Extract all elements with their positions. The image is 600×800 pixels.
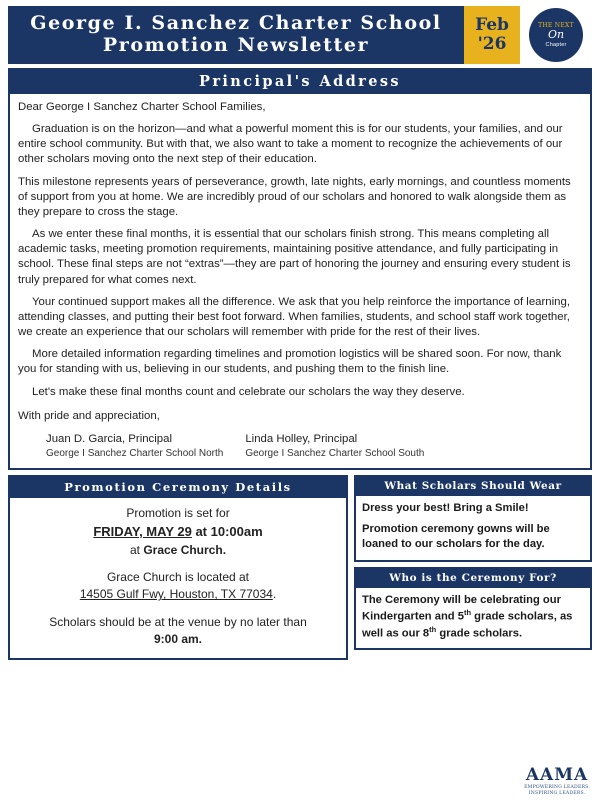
attire-line-2: Promotion ceremony gowns will be loaned to our scholars for the day.	[362, 523, 550, 551]
attire-body	[356, 496, 590, 559]
ceremony-address: 14505 Gulf Fwy, Houston, TX 77034	[79, 587, 273, 602]
ceremony-venue-prefix: at	[129, 542, 140, 557]
principal-address-section	[8, 68, 592, 470]
logo-bottom-text: Chapter	[545, 42, 567, 48]
ceremony-intro: Promotion is set for	[126, 506, 230, 521]
issue-date	[464, 6, 520, 64]
footer-brand	[524, 767, 590, 796]
next-chapter-logo	[520, 6, 592, 64]
ceremony-time: 10:00am	[210, 523, 263, 539]
ceremony-details-panel	[8, 475, 348, 660]
ceremony-arrival-text: Scholars should be at the venue by no later than	[49, 614, 307, 629]
letter-paragraph: Let's make these final months count and celebrate our scholars the way they deserve.	[32, 385, 465, 398]
signature-name: Linda Holley, Principal	[245, 432, 358, 445]
ceremony-address-line	[16, 586, 340, 603]
ceremony-address-period: .	[272, 587, 277, 602]
signature-row	[18, 432, 582, 460]
title-line-2: Promotion Newsletter	[102, 34, 370, 56]
ceremony-details-body	[10, 498, 346, 658]
attire-card	[354, 475, 592, 561]
principal-letter-body	[10, 94, 590, 468]
attire-line-1: Dress your best! Bring a Smile!	[362, 502, 529, 515]
aama-tagline-2: INSPIRING LEADERS.	[528, 791, 586, 796]
issue-month: Feb	[475, 15, 509, 36]
signature-campus: George I Sanchez Charter School South	[245, 447, 425, 459]
audience-text-part-1: The Ceremony will be celebrating our Kindergarten and 5	[362, 593, 561, 623]
ceremony-date-connector: at	[195, 523, 208, 539]
letter-paragraph: Your continued support makes all the difference. We ask that you help reinforce the importance of learning, attending classes, and putting their best foot forward. When families, students, and school staff work together, we create an experience that our scholars will remember with pride for the rest of their lives.	[18, 295, 571, 339]
audience-sup-2: th	[429, 624, 437, 634]
letter-paragraph: This milestone represents years of perseverance, growth, late nights, early mornings, and countless moments of support from you at home. We are incredibly proud of our scholars and honored to walk alongside them as they prepare to cross the stage.	[18, 175, 571, 218]
audience-text	[362, 593, 584, 642]
issue-year: '26	[477, 34, 507, 54]
aama-logo	[524, 767, 590, 796]
logo-middle-text: On	[547, 28, 565, 41]
signature-name: Juan D. Garcia, Principal	[46, 432, 172, 445]
signature-block-north	[46, 432, 223, 460]
audience-body	[356, 588, 590, 649]
ceremony-arrival-time: 9:00 am.	[153, 632, 203, 647]
aama-tagline-1: EMPOWERING LEADERS.	[524, 785, 590, 790]
ceremony-datetime-line	[16, 523, 340, 542]
audience-heading: Who is the Ceremony For?	[356, 569, 590, 588]
newsletter-title	[8, 6, 464, 64]
ceremony-location-intro: Grace Church is located at	[106, 569, 250, 584]
ceremony-venue-line	[16, 542, 340, 559]
principal-address-heading: Principal's Address	[10, 70, 590, 94]
title-line-1: George I. Sanchez Charter School	[30, 12, 442, 35]
audience-sup-1: th	[463, 607, 472, 617]
attire-heading: What Scholars Should Wear	[356, 477, 590, 496]
ceremony-arrival-block	[16, 614, 340, 649]
letter-paragraph: More detailed information regarding timelines and promotion logistics will be shared soon. For now, thank you for standing with us, believing in our students, and pushing them to the finish line.	[18, 348, 562, 376]
masthead	[8, 6, 592, 64]
audience-card	[354, 567, 592, 651]
side-cards	[354, 475, 592, 650]
ceremony-location-block	[16, 569, 340, 604]
ceremony-when-block	[16, 505, 340, 559]
letter-paragraph: Graduation is on the horizon—and what a powerful moment this is for our students, your families, and our entire school community. But with that, we also want to take a moment to recognize the achievements of our other scholars moving onto the next step of their education.	[18, 123, 563, 166]
ceremony-date: FRIDAY, MAY 29	[93, 523, 192, 539]
signature-campus: George I Sanchez Charter School North	[46, 447, 224, 459]
signature-block-south	[245, 432, 424, 460]
letter-closing: With pride and appreciation,	[18, 409, 160, 422]
logo-circle-icon	[529, 8, 583, 62]
ceremony-venue: Grace Church.	[143, 542, 227, 557]
letter-salutation: Dear George I Sanchez Charter School Families,	[18, 101, 266, 113]
audience-text-part-3: grade scholars.	[436, 627, 523, 640]
logo-top-text: THE NEXT	[538, 22, 574, 29]
ceremony-details-heading: Promotion Ceremony Details	[10, 477, 346, 498]
aama-wordmark: AAMA	[525, 765, 589, 785]
bottom-panels	[8, 475, 592, 660]
letter-paragraph: As we enter these final months, it is essential that our scholars finish strong. This means completing all academic tasks, meeting promotion requirements, maintaining positive attendance, and fully participating in school. These final steps are not “extras”—they are part of honoring the journey and ensuring every student is truly prepared for what comes next.	[18, 228, 571, 286]
audience-text-part-2: grade scholars, as well as our 8	[362, 610, 573, 640]
